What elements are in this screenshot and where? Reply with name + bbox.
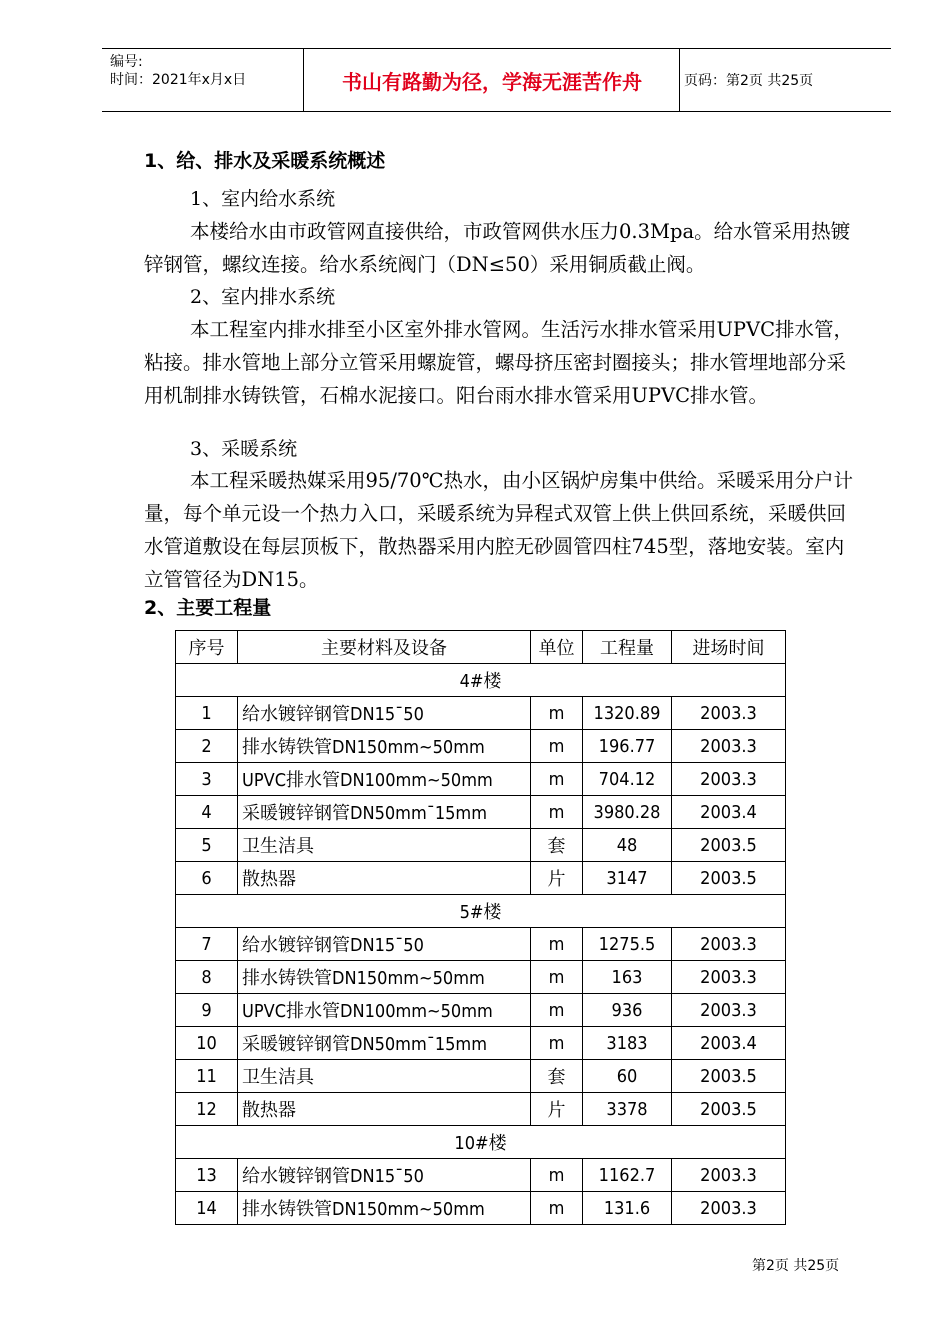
arrival-date: 2003.3: [672, 928, 786, 961]
table-row: [176, 994, 786, 1027]
row-number: 6: [176, 862, 238, 895]
table-row: [176, 1027, 786, 1060]
unit: m: [531, 730, 583, 763]
arrival-date: 2003.3: [672, 1192, 786, 1225]
unit: m: [531, 1159, 583, 1192]
material-name: 散热器: [238, 862, 531, 895]
row-number: 12: [176, 1093, 238, 1126]
quantity: 3183: [583, 1027, 672, 1060]
header-motto: 书山有路勤为径，学海无涯苦作舟: [342, 69, 642, 94]
row-number: 9: [176, 994, 238, 1027]
material-name: UPVC排水管DN100mm~50mm: [238, 763, 531, 796]
unit: m: [531, 928, 583, 961]
column-header: 序号: [176, 631, 238, 664]
page-header: [102, 48, 891, 112]
arrival-date: 2003.3: [672, 1159, 786, 1192]
material-name: 散热器: [238, 1093, 531, 1126]
arrival-date: 2003.5: [672, 1093, 786, 1126]
table-row: [176, 1093, 786, 1126]
material-name: 卫生洁具: [238, 829, 531, 862]
row-number: 4: [176, 796, 238, 829]
unit: 套: [531, 1060, 583, 1093]
quantity: 131.6: [583, 1192, 672, 1225]
quantity: 1320.89: [583, 697, 672, 730]
section-title: 1、给、排水及采暖系统概述: [144, 150, 386, 172]
arrival-date: 2003.5: [672, 1060, 786, 1093]
row-number: 8: [176, 961, 238, 994]
quantity: 1162.7: [583, 1159, 672, 1192]
table-row: [176, 1192, 786, 1225]
building-group-label: 10#楼: [176, 1126, 786, 1159]
arrival-date: 2003.3: [672, 730, 786, 763]
table-row: [176, 730, 786, 763]
material-name: 采暖镀锌钢管DN50mmˉ15mm: [238, 1027, 531, 1060]
row-number: 3: [176, 763, 238, 796]
building-group-label: 4#楼: [176, 664, 786, 697]
material-name: 排水铸铁管DN150mm~50mm: [238, 1192, 531, 1225]
column-header: 进场时间: [672, 631, 786, 664]
quantity: 1275.5: [583, 928, 672, 961]
unit: m: [531, 697, 583, 730]
material-name: UPVC排水管DN100mm~50mm: [238, 994, 531, 1027]
table-row: [176, 928, 786, 961]
arrival-date: 2003.3: [672, 697, 786, 730]
material-name: 给水镀锌钢管DN15ˉ50: [238, 697, 531, 730]
subsection-title: 2、室内排水系统: [190, 286, 336, 308]
table-row: [176, 763, 786, 796]
header-page-number: 页码：第2页 共25页: [684, 73, 814, 89]
column-header: 主要材料及设备: [238, 631, 531, 664]
material-name: 给水镀锌钢管DN15ˉ50: [238, 1159, 531, 1192]
table-row: [176, 961, 786, 994]
section-title: 2、主要工程量: [144, 597, 272, 619]
quantity: 704.12: [583, 763, 672, 796]
unit: 套: [531, 829, 583, 862]
row-number: 1: [176, 697, 238, 730]
unit: m: [531, 1192, 583, 1225]
quantity: 163: [583, 961, 672, 994]
arrival-date: 2003.3: [672, 994, 786, 1027]
arrival-date: 2003.5: [672, 862, 786, 895]
arrival-date: 2003.3: [672, 763, 786, 796]
quantity: 48: [583, 829, 672, 862]
row-number: 2: [176, 730, 238, 763]
table-row: [176, 796, 786, 829]
quantity: 60: [583, 1060, 672, 1093]
table-group-row: [176, 664, 786, 697]
quantity: 3980.28: [583, 796, 672, 829]
quantity: 196.77: [583, 730, 672, 763]
unit: m: [531, 961, 583, 994]
header-divider: [679, 49, 680, 111]
document-time-label: 时间：2021年x月x日: [110, 72, 247, 88]
unit: m: [531, 763, 583, 796]
quantity: 3147: [583, 862, 672, 895]
table-row: [176, 1060, 786, 1093]
arrival-date: 2003.5: [672, 829, 786, 862]
table-header-row: [176, 631, 786, 664]
row-number: 14: [176, 1192, 238, 1225]
row-number: 7: [176, 928, 238, 961]
subsection-title: 1、室内给水系统: [190, 188, 336, 210]
arrival-date: 2003.3: [672, 961, 786, 994]
table-group-row: [176, 1126, 786, 1159]
row-number: 10: [176, 1027, 238, 1060]
quantity: 936: [583, 994, 672, 1027]
unit: m: [531, 1027, 583, 1060]
header-meta: [110, 53, 246, 89]
paragraph: 本工程采暖热媒采用95/70℃热水，由小区锅炉房集中供给。采暖采用分户计量，每个单元设一个热力入口，采暖系统为异程式双管上供上供回系统，采暖供回水管道敷设在每层顶板下，散热器采用内腔无砂圆管四柱745型，落地安装。室内立管管径为DN15。: [144, 469, 854, 591]
document-code-label: 编号:: [110, 54, 143, 70]
material-name: 给水镀锌钢管DN15ˉ50: [238, 928, 531, 961]
column-header: 工程量: [583, 631, 672, 664]
arrival-date: 2003.4: [672, 1027, 786, 1060]
material-name: 采暖镀锌钢管DN50mmˉ15mm: [238, 796, 531, 829]
building-group-label: 5#楼: [176, 895, 786, 928]
table-row: [176, 862, 786, 895]
table-row: [176, 829, 786, 862]
table-row: [176, 697, 786, 730]
material-name: 排水铸铁管DN150mm~50mm: [238, 961, 531, 994]
footer-page-number: 第2页 共25页: [752, 1258, 840, 1274]
unit: m: [531, 994, 583, 1027]
row-number: 5: [176, 829, 238, 862]
table-group-row: [176, 895, 786, 928]
row-number: 11: [176, 1060, 238, 1093]
subsection-title: 3、采暖系统: [190, 438, 298, 460]
table-row: [176, 1159, 786, 1192]
quantity-table: [175, 630, 786, 1225]
unit: 片: [531, 862, 583, 895]
paragraph: 本楼给水由市政管网直接供给，市政管网供水压力0.3Mpa。给水管采用热镀锌钢管，螺纹连接。给水系统阀门（DN≤50）采用铜质截止阀。: [144, 220, 851, 276]
column-header: 单位: [531, 631, 583, 664]
row-number: 13: [176, 1159, 238, 1192]
paragraph: 本工程室内排水排至小区室外排水管网。生活污水排水管采用UPVC排水管，粘接。排水管地上部分立管采用螺旋管，螺母挤压密封圈接头；排水管埋地部分采用机制排水铸铁管，石棉水泥接口。阳台雨水排水管采用UPVC排水管。: [144, 318, 854, 407]
unit: 片: [531, 1093, 583, 1126]
material-name: 卫生洁具: [238, 1060, 531, 1093]
unit: m: [531, 796, 583, 829]
material-name: 排水铸铁管DN150mm~50mm: [238, 730, 531, 763]
arrival-date: 2003.4: [672, 796, 786, 829]
quantity: 3378: [583, 1093, 672, 1126]
